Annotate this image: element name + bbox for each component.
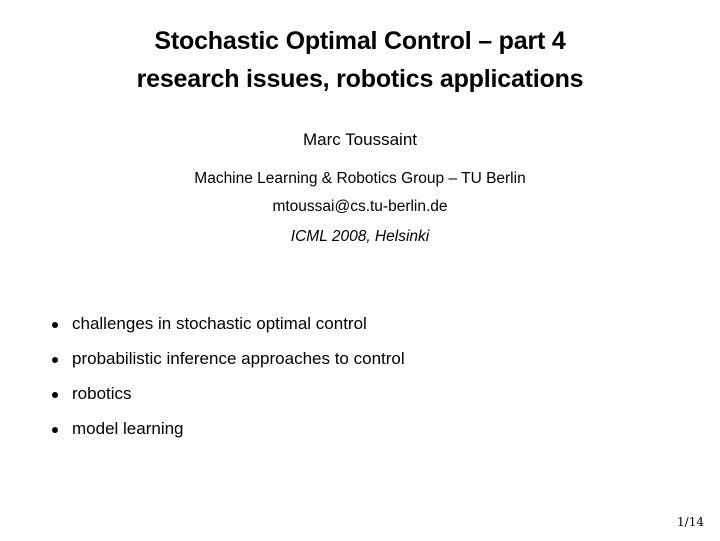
title-line-2: research issues, robotics applications [136,65,584,93]
venue: ICML 2008, Helsinki [290,228,430,245]
page-number: 1/14 [677,515,704,529]
bullet-text: model learning [72,419,184,438]
bullet-icon [52,322,58,328]
bullet-list [52,314,405,454]
author-affiliation: Machine Learning & Robotics Group – TU Berlin [194,170,526,187]
list-item [52,419,405,454]
title-line-1: Stochastic Optimal Control – part 4 [154,27,566,55]
bullet-text: challenges in stochastic optimal control [72,314,367,333]
bullet-icon [52,427,58,433]
bullet-icon [52,392,58,398]
bullet-text: probabilistic inference approaches to control [72,349,405,368]
slide-title [0,22,720,98]
author-email: mtoussai@cs.tu-berlin.de [272,198,448,215]
list-item [52,349,405,384]
bullet-icon [52,357,58,363]
list-item [52,314,405,349]
list-item [52,384,405,419]
author-name: Marc Toussaint [302,130,417,149]
bullet-text: robotics [72,384,132,403]
